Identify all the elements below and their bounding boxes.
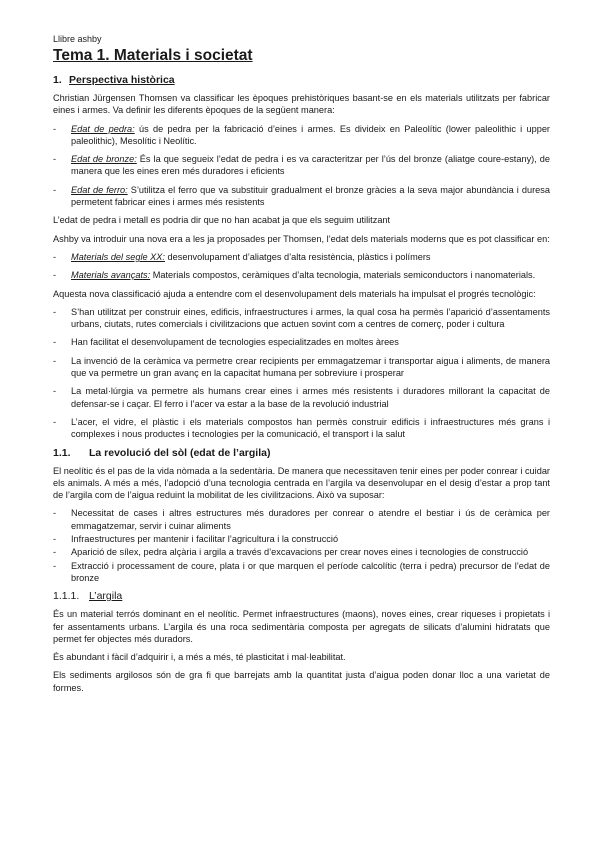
- section-title: La revolució del sòl (edat de l’argila): [89, 446, 271, 459]
- paragraph: L’edat de pedra i metall es podria dir que no han acabat ja que els seguim utilitzant: [53, 215, 391, 226]
- list-term: Edat de ferro:: [71, 184, 128, 195]
- paragraph: Els sediments argilosos són de gra fi que barrejats amb la quantitat justa d’aigua poden donar lloc a una varietat de formes.: [53, 670, 550, 693]
- list-item: - Han facilitat el desenvolupament de tecnologies especialitzades en moltes àrees: [53, 337, 399, 348]
- section-number: 1.1.: [53, 446, 71, 459]
- section-1-heading: [53, 74, 550, 86]
- list-item: - Aparició de sílex, pedra alçària i argila a través d’excavacions per crear noves eines i tecnologies de construcció: [53, 547, 529, 558]
- list-text: S’utilitza el ferro que va substituir gradualment el bronze gràcies a la seva major abundància i duresa permetent fabricar eines i armes més resistents: [71, 184, 550, 208]
- list-item: - Necessitat de cases i altres estructures més duradores per conrear o atendre el bestiar i ús de ceràmica per emmagatzemar, servir i cuinar aliments: [53, 508, 550, 531]
- list-text: Materials compostos, ceràmiques d’alta tecnologia, materials semiconductors i nanomaterials.: [150, 270, 536, 281]
- list-term: Edat de pedra:: [71, 123, 135, 134]
- paragraph: És abundant i fàcil d’adquirir i, a més a més, té plasticitat i mal·leabilitat.: [53, 652, 346, 663]
- consequences-list: [53, 507, 550, 584]
- list-item: - Extracció i processament de coure, plata i or que marquen el període calcolític (terra i pedra) precursor de l’edat de bronze: [53, 560, 550, 583]
- progress-list: [53, 306, 550, 441]
- list-text: ús de pedra per la fabricació d’eines i armes. Es divideix en Paleolític (lower paleolithic i upper paleolithic), Mesolític i Neolític.: [71, 123, 550, 146]
- ages-list: [53, 123, 550, 209]
- paragraph: Ashby va introduir una nova era a les ja proposades per Thomsen, l’edat dels materials moderns que es pot classificar en:: [53, 233, 550, 244]
- paragraph: Aquesta nova classificació ajuda a entendre com el desenvolupament dels materials ha impulsat el progrés tecnològic:: [53, 288, 536, 299]
- page-title: Tema 1. Materials i societat: [53, 47, 253, 64]
- list-item: - L’acer, el vidre, el plàstic i els materials compostos han permès construir edificis i infraestructures més grans i complexes i nous productes i tecnologies per la comunicació, el transport i la salut: [53, 416, 550, 440]
- section-title: L’argila: [89, 590, 123, 603]
- book-label: Llibre ashby: [53, 34, 102, 44]
- list-item: - Edat de ferro: S’utilitza el ferro que va substituir gradualment el bronze gràcies a la seva major abundància i duresa permetent fabricar eines i armes més resistents: [53, 184, 550, 208]
- list-item: - La invenció de la ceràmica va permetre crear recipients per emmagatzemar i transportar aigua i aliments, de manera que va permetre un gran avanç en la capacitat humana per sobreviure i prosperar: [53, 355, 550, 379]
- list-item: - Materials del segle XX: desenvolupament d’aliatges d’alta resistència, plàstics i polímers: [53, 251, 431, 262]
- section-1-1-1-heading: [53, 590, 550, 602]
- section-number: 1.: [53, 74, 62, 86]
- list-text: desenvolupament d’aliatges d’alta resistència, plàstics i polímers: [164, 251, 431, 262]
- list-text: És la que segueix l’edat de pedra i es va caracteritzar per l’ús del bronze (aliatge coure-estany), de manera que les eines eren més duradores i eficients: [71, 154, 551, 177]
- list-item: - Edat de bronze: És la que segueix l’edat de pedra i es va caracteritzar per l’ús del bronze (aliatge coure-estany), de manera que les eines eren més duradores i eficients: [53, 154, 551, 177]
- list-term: Edat de bronze:: [71, 154, 137, 165]
- list-item: - La metal·lúrgia va permetre als humans crear eines i armes més resistents i duradores millorant la capacitat de defensar-se i caçar. El ferro i l’acer va estar a la base de la revolució industrial: [53, 386, 550, 409]
- list-item: - Edat de pedra: ús de pedra per la fabricació d’eines i armes. Es divideix en Paleolític (lower paleolithic i upper paleolithic), Mesolític i Neolític.: [53, 123, 550, 146]
- paragraph: El neolític és el pas de la vida nòmada a la sedentària. De manera que necessitaven tenir eines per poder conrear i cuidar els animals. A més a més, l’adopció d’una tecnologia centrada en l’argila va desenvolupar en el desig d’estar a prop tant de l’argila com de l’aigua reduint la mobilitat de les civilitzacions. Això va suposar:: [53, 465, 550, 501]
- list-item: - S’han utilitzat per construir eines, edificis, infraestructures i armes, la qual cosa ha permès l’aparició d’assentaments urbans, ciutats, rutes comercials i civilitzacions que actuen sovint com a centres de comerç, poder i cultura: [53, 306, 550, 330]
- modern-materials-list: [53, 251, 550, 282]
- section-number: 1.1.1.: [53, 590, 80, 603]
- section-title: Perspectiva històrica: [69, 74, 175, 86]
- section-1-1-heading: [53, 447, 550, 459]
- paragraph: És un material terrós dominant en el neolític. Permet infraestructures (maons), noves eines, crear riqueses i propietats i fer assentaments urbans. L’argila és una roca sedimentària composta per agregats de silicats d’alumini hidratats que permet fer objectes més duradors.: [53, 609, 550, 644]
- list-item: - Infraestructures per mantenir i facilitar l’agricultura i la construcció: [53, 534, 339, 545]
- list-term: Materials avançats:: [71, 270, 151, 281]
- list-term: Materials del segle XX:: [71, 251, 165, 262]
- list-item: - Materials avançats: Materials compostos, ceràmiques d’alta tecnologia, materials semiconductors i nanomaterials.: [53, 270, 536, 281]
- paragraph: Christian Jürgensen Thomsen va classificar les èpoques prehistòriques basant-se en els materials utilitzats per fabricar eines i armes. Va definir les diferents èpoques de la següent manera:: [53, 93, 550, 116]
